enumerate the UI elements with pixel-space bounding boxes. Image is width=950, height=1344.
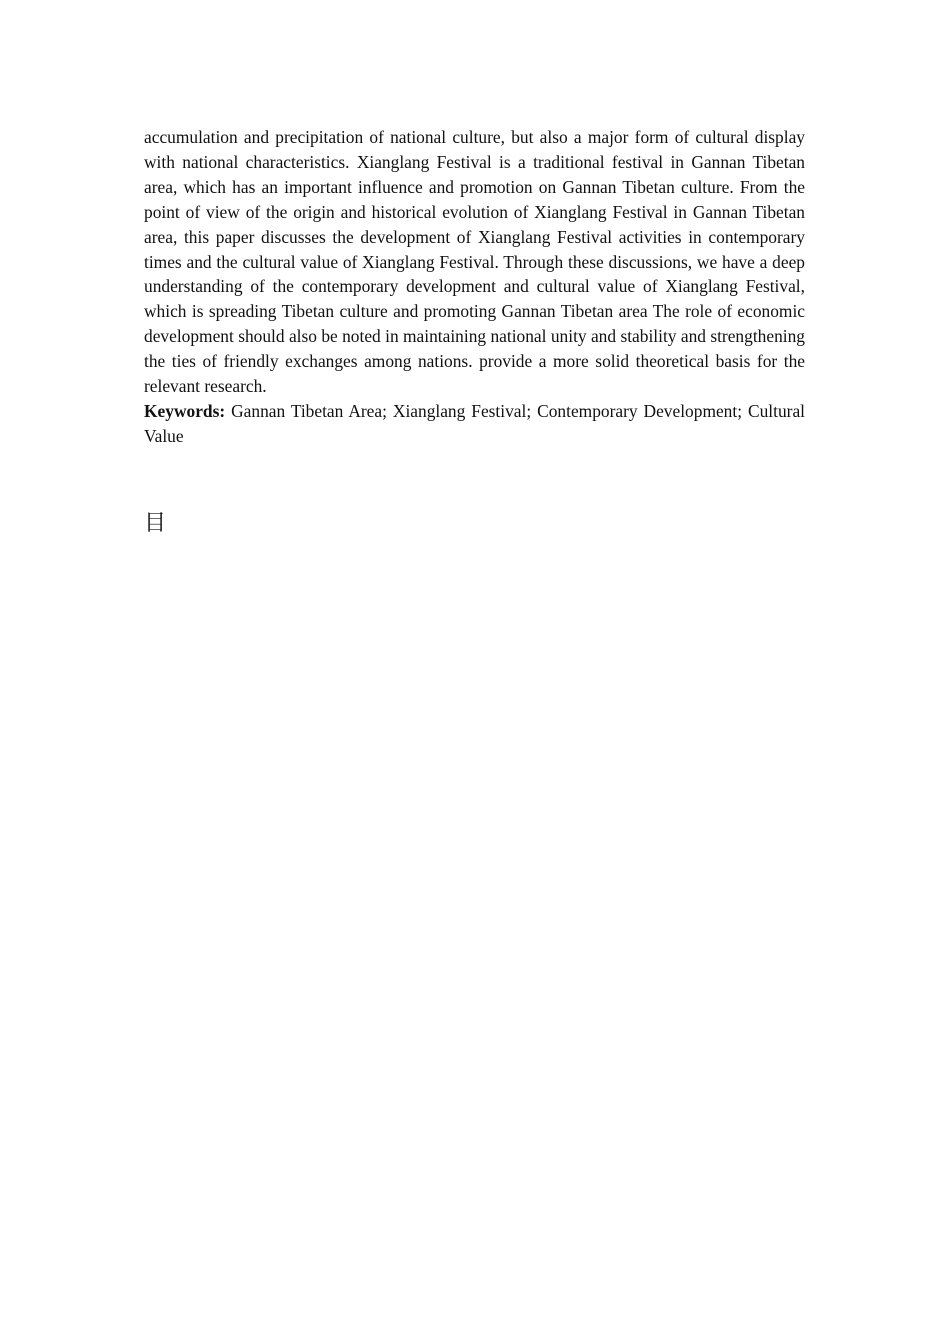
abstract-paragraph: accumulation and precipitation of national culture, but also a major form of cultural display with national characteristics. Xianglang Festival is a traditional festival in Gannan Tibetan area, which has an important influence and promotion on Gannan Tibetan culture. From the point of view of the origin and historical evolution of Xianglang Festival in Gannan Tibetan area, this paper discusses the development of Xianglang Festival activities in contemporary times and the cultural value of Xianglang Festival. Through these discussions, we have a deep understanding of the contemporary development and cultural value of Xianglang Festival, which is spreading Tibetan culture and promoting Gannan Tibetan area The role of economic development should also be noted in maintaining national unity and stability and strengthening the ties of friendly exchanges among nations. provide a more solid theoretical basis for the relevant research. bbox=[144, 127, 805, 397]
table-of-contents-heading: 目 bbox=[144, 511, 167, 536]
keywords-label: Keywords: bbox=[144, 400, 226, 421]
keywords-text: Gannan Tibetan Area; Xianglang Festival; Contemporary Development; Cultural Value bbox=[144, 400, 805, 446]
abstract-section bbox=[144, 125, 805, 449]
keywords-line bbox=[144, 399, 805, 449]
